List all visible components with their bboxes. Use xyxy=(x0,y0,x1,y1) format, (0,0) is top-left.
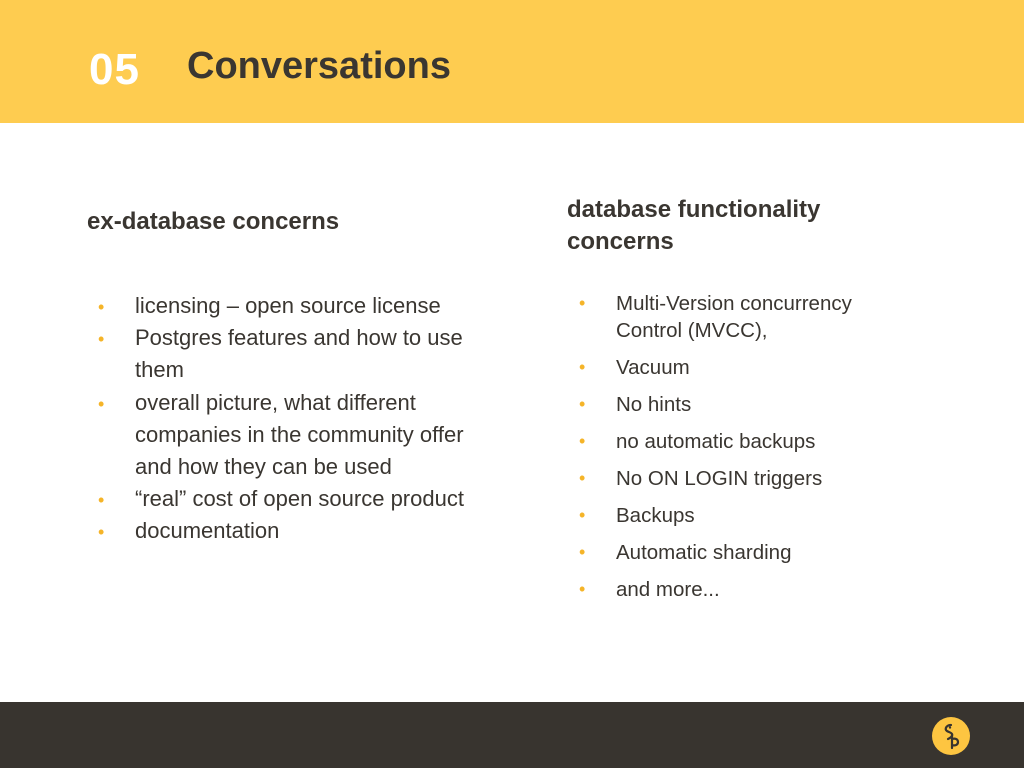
bullet-icon: • xyxy=(98,522,105,543)
list-item-text: overall picture, what different companies in the community offer and how they can be used xyxy=(135,389,464,480)
right-column-heading: database functionality concerns xyxy=(567,196,821,255)
list-item-text: Postgres features and how to use them xyxy=(135,325,463,383)
list-item xyxy=(579,502,916,529)
slide-number: 05 xyxy=(89,45,140,94)
list-item-text: no automatic backups xyxy=(616,430,816,453)
list-item-text: No ON LOGIN triggers xyxy=(616,467,823,490)
list-item-text: documentation xyxy=(135,518,280,544)
list-item-text: licensing – open source license xyxy=(135,293,441,318)
list-item-text: Multi-Version concurrency Control (MVCC), xyxy=(616,292,852,342)
list-item xyxy=(579,576,916,603)
bullet-icon: • xyxy=(98,393,105,414)
left-column-heading: ex-database concerns xyxy=(87,208,340,235)
list-item xyxy=(98,322,495,386)
bullet-icon: • xyxy=(579,579,586,599)
bullet-icon: • xyxy=(579,431,586,451)
list-item-text: “real” cost of open source product xyxy=(135,486,464,512)
footer-bar xyxy=(0,702,1024,768)
bullet-icon: • xyxy=(579,394,586,414)
list-item xyxy=(579,391,916,418)
list-item xyxy=(98,515,495,547)
bullet-icon: • xyxy=(98,329,105,350)
bullet-icon: • xyxy=(579,293,586,313)
list-item-text: Vacuum xyxy=(616,356,690,379)
list-item-text: Automatic sharding xyxy=(616,541,792,564)
bullet-icon: • xyxy=(579,468,586,488)
bullet-icon: • xyxy=(579,357,586,377)
list-item xyxy=(98,483,495,515)
list-item xyxy=(579,465,916,492)
list-item-text: and more... xyxy=(616,578,720,601)
list-item xyxy=(579,290,916,344)
bullet-icon: • xyxy=(98,297,105,317)
header-bar xyxy=(0,0,1024,123)
bullet-icon: • xyxy=(579,505,586,525)
list-item xyxy=(98,290,495,322)
list-item xyxy=(98,387,495,484)
brand-logo-icon xyxy=(932,717,970,755)
left-bullet-list xyxy=(98,290,495,548)
right-bullet-list xyxy=(579,290,916,613)
list-item xyxy=(579,428,916,455)
list-item xyxy=(579,539,916,566)
bullet-icon: • xyxy=(98,490,105,511)
list-item xyxy=(579,354,916,381)
slide-title: Conversations xyxy=(187,45,451,87)
list-item-text: No hints xyxy=(616,393,692,416)
bullet-icon: • xyxy=(579,542,586,562)
list-item-text: Backups xyxy=(616,504,695,527)
